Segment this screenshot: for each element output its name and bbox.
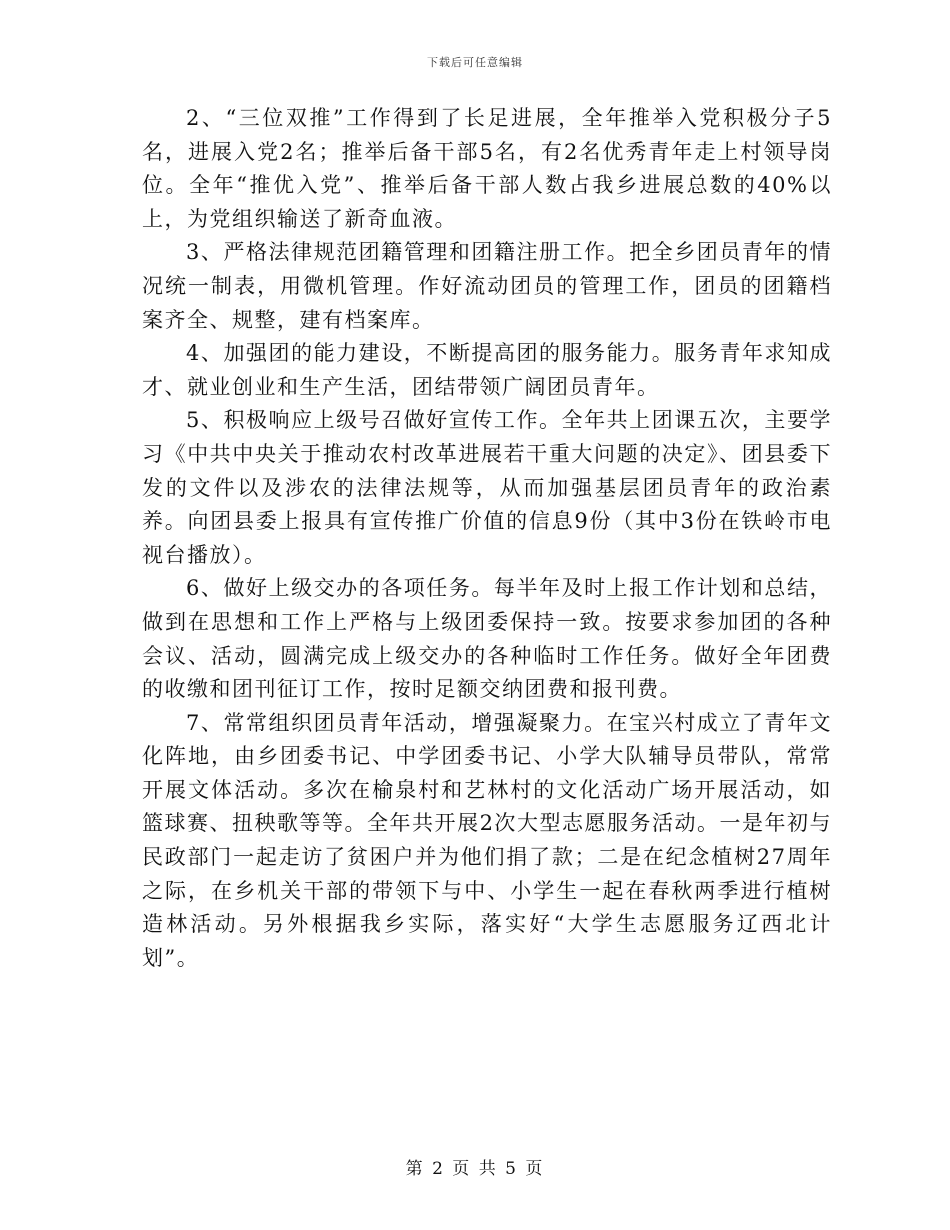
document-body <box>142 102 832 975</box>
page-number: 第 2 页 共 5 页 <box>405 1159 545 1179</box>
paragraph-item-6: 6、做好上级交办的各项任务。每半年及时上报工作计划和总结，做到在思想和工作上严格与上级团委保持一致。按要求参加团的各种会议、活动，圆满完成上级交办的各种临时工作任务。做好全年团费的收缴和团刊征订工作，按时足额交纳团费和报刊费。 <box>142 576 832 702</box>
paragraph-item-4: 4、加强团的能力建设，不断提高团的服务能力。服务青年求知成才、就业创业和生产生活，团结带领广阔团员青年。 <box>142 341 832 399</box>
paragraph-item-3: 3、严格法律规范团籍管理和团籍注册工作。把全乡团员青年的情况统一制表，用微机管理。作好流动团员的管理工作，团员的团籍档案齐全、规整，建有档案库。 <box>142 240 832 332</box>
paragraph-item-5: 5、积极响应上级号召做好宣传工作。全年共上团课五次，主要学习《中共中央关于推动农村改革进展若干重大问题的决定》、团县委下发的文件以及涉农的法律法规等，从而加强基层团员青年的政治素养。向团县委上报具有宣传推广价值的信息9份（其中3份在铁岭市电视台播放）。 <box>142 408 832 567</box>
paragraph-item-7: 7、常常组织团员青年活动，增强凝聚力。在宝兴村成立了青年文化阵地，由乡团委书记、中学团委书记、小学大队辅导员带队，常常开展文体活动。多次在榆泉村和艺林村的文化活动广场开展活动，如篮球赛、扭秧歌等等。全年共开展2次大型志愿服务活动。一是年初与民政部门一起走访了贫困户并为他们捐了款；二是在纪念植树27周年之际，在乡机关干部的带领下与中、小学生一起在春秋两季进行植树造林活动。另外根据我乡实际，落实好“大学生志愿服务辽西北计划”。 <box>142 710 832 970</box>
page-header: 下载后可任意编辑 <box>427 56 523 69</box>
paragraph-item-2: 2、“三位双推”工作得到了长足进展，全年推举入党积极分子5名，进展入党2名；推举后备干部5名，有2名优秀青年走上村领导岗位。全年“推优入党”、推举后备干部人数占我乡进展总数的40%以上，为党组织输送了新奇血液。 <box>142 106 832 231</box>
